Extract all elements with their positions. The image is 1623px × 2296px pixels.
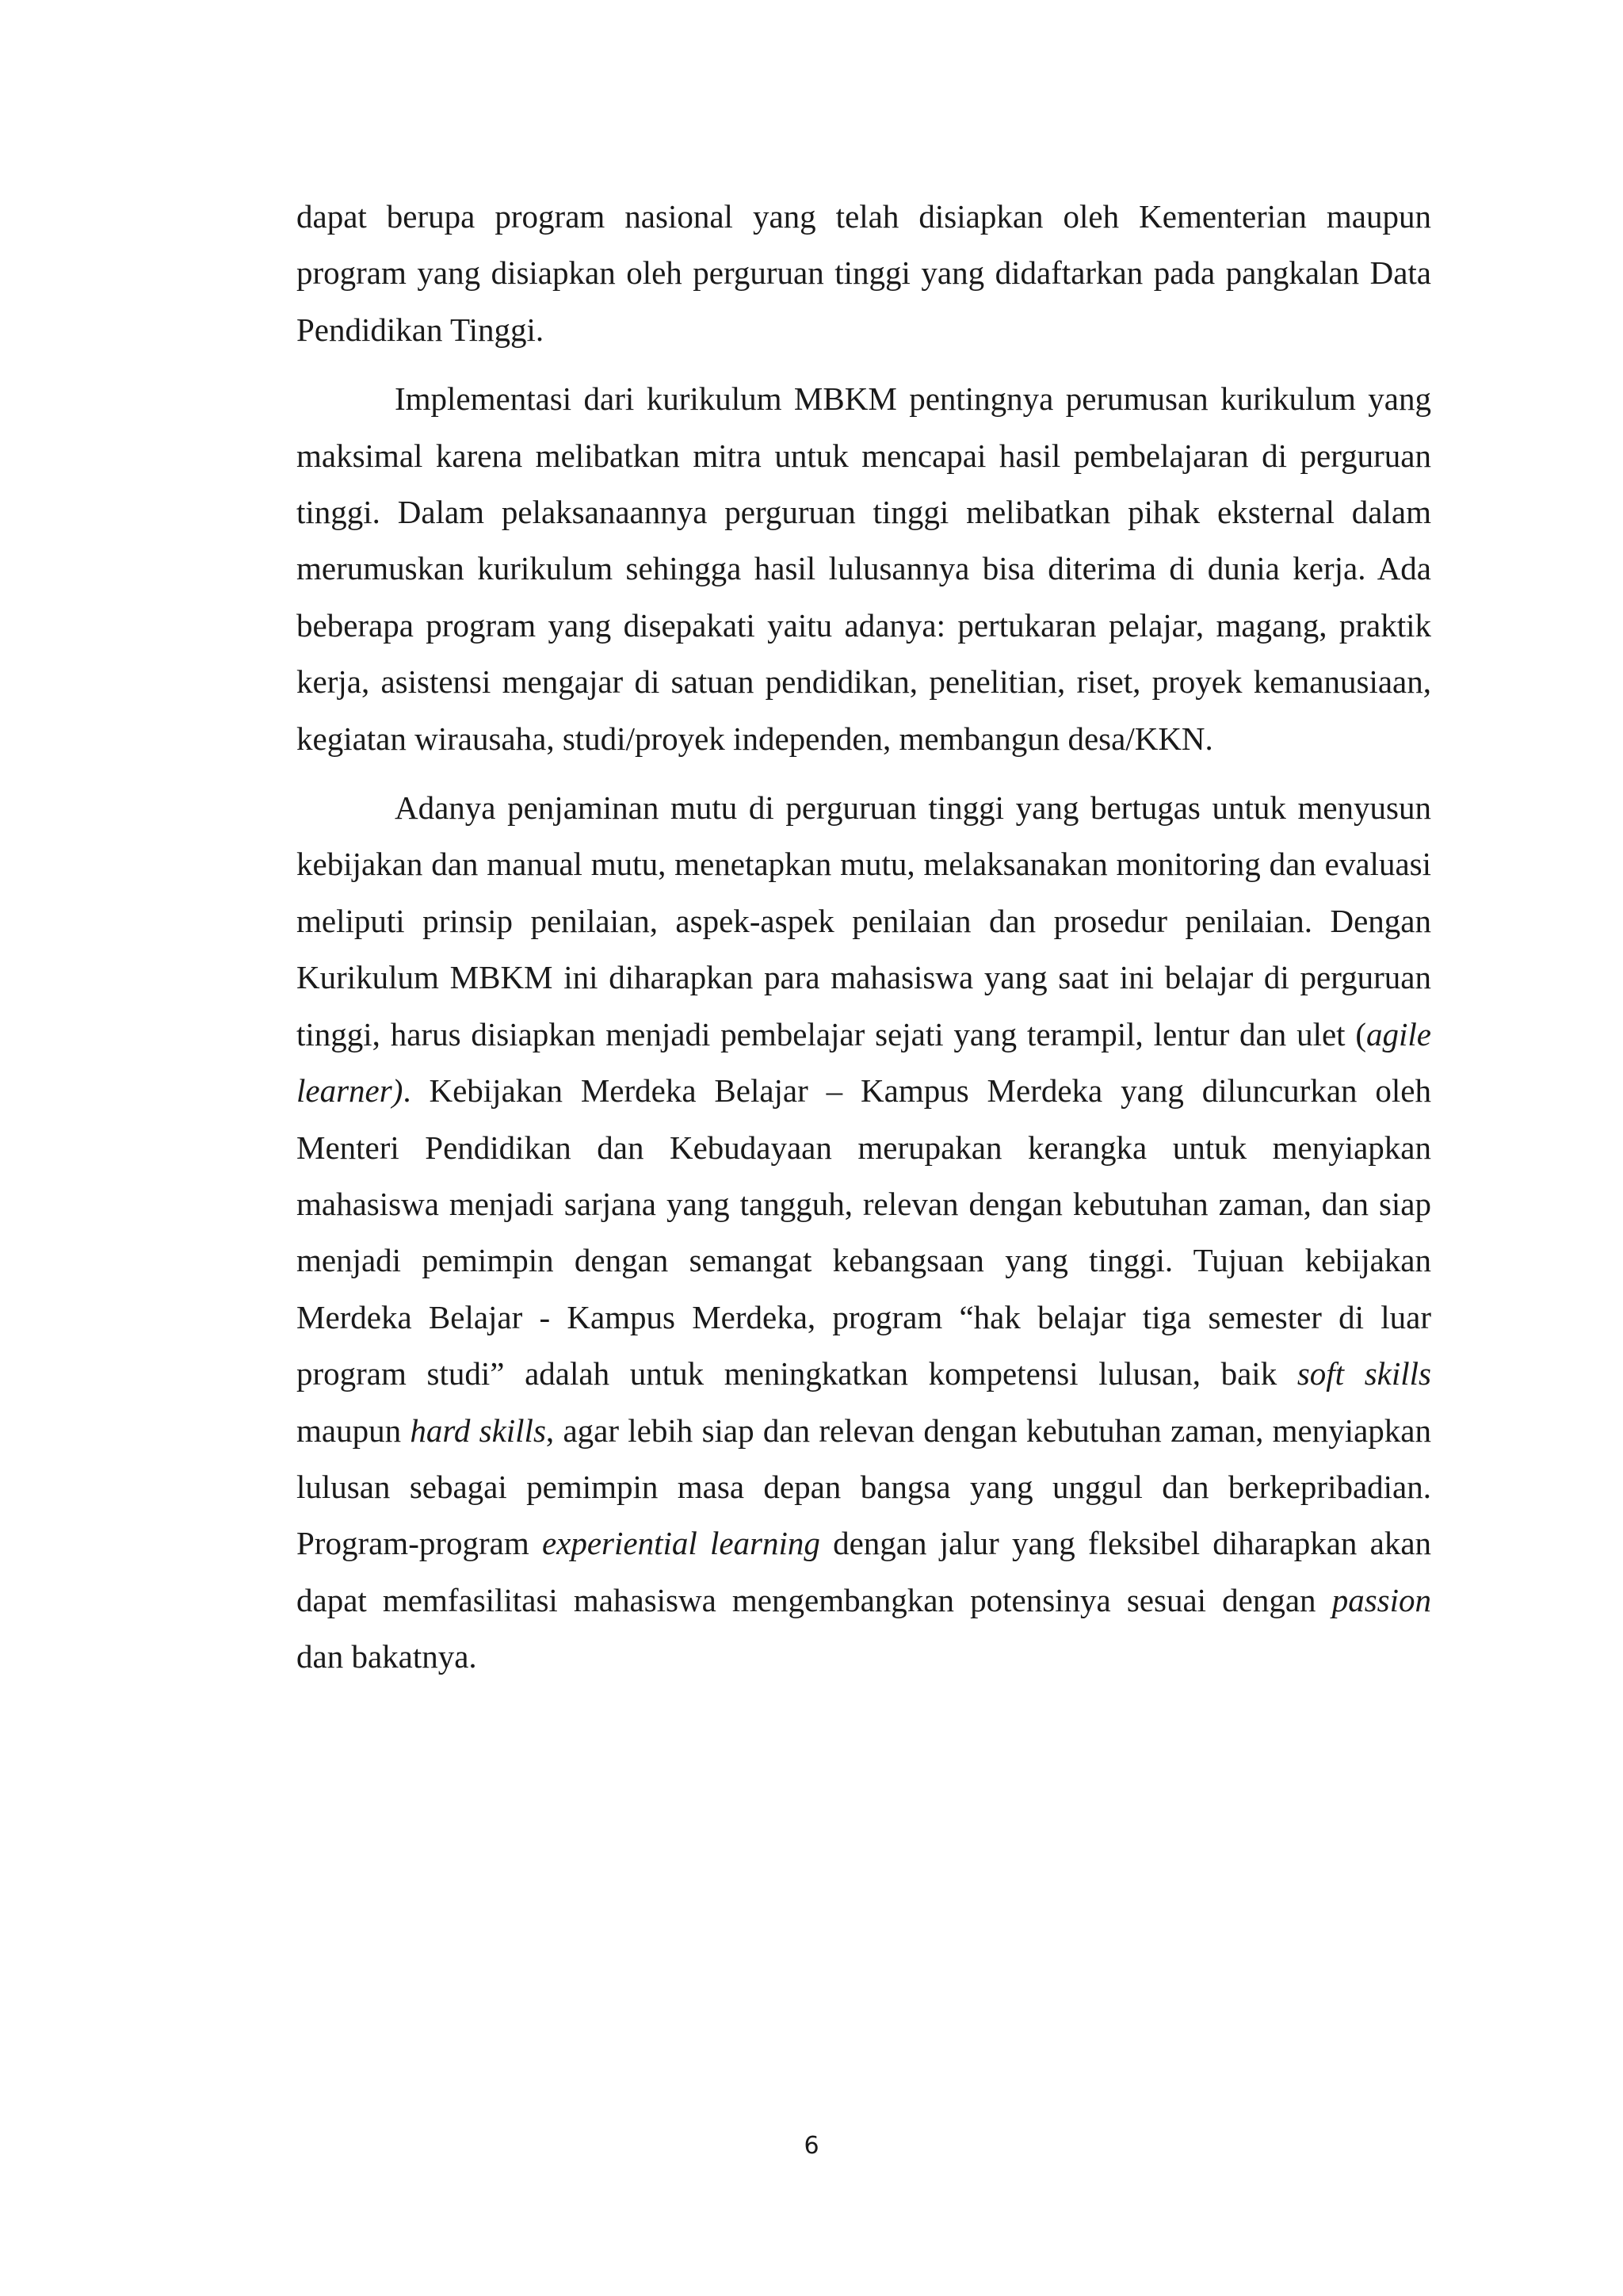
paragraph-continuation	[296, 189, 1431, 358]
paragraph-mbkm-implementation	[296, 371, 1431, 767]
paragraph-text: maupun	[296, 1412, 411, 1449]
paragraph-text: dapat berupa program nasional yang telah disiapkan oleh Kementerian maupun program yang disiapkan oleh perguruan tinggi yang didaftarkan pada pangkalan Data Pendidikan Tinggi.	[296, 198, 1431, 348]
paragraph-quality-assurance	[296, 780, 1431, 1686]
body-text	[296, 189, 1431, 1686]
italic-term: agile learner)	[296, 1015, 1431, 1110]
paragraph-text: dengan jalur yang fleksibel diharapkan akan dapat memfasilitasi mahasiswa mengembangkan potensinya sesuai dengan	[296, 1525, 1432, 1618]
italic-term: passion	[1331, 1581, 1431, 1618]
paragraph-text: dan bakatnya.	[296, 1638, 477, 1675]
paragraph-text: . Kebijakan Merdeka Belajar – Kampus Merdeka yang diluncurkan oleh Menteri Pendidikan dan Kebudayaan merupakan kerangka untuk menyiapkan mahasiswa menjadi sarjana yang tangguh, relevan dengan kebutuhan zaman, dan siap menjadi pemimpin dengan semangat kebangsaan yang tinggi. Tujuan kebijakan Merdeka Belajar - Kampus Merdeka, program “hak belajar tiga semester di luar program studi” adalah untuk meningkatkan kompetensi lulusan, baik	[296, 1072, 1431, 1392]
italic-term: soft skills	[1296, 1355, 1431, 1392]
paragraph-text: Adanya penjaminan mutu di perguruan tinggi yang bertugas untuk menyusun kebijakan dan manual mutu, menetapkan mutu, melaksanakan monitoring dan evaluasi meliputi prinsip penilaian, aspek-aspek penilaian dan prosedur penilaian. Dengan Kurikulum MBKM ini diharapkan para mahasiswa yang saat ini belajar di perguruan tinggi, harus disiapkan menjadi pembelajar sejati yang terampil, lentur dan ulet (	[296, 789, 1431, 1052]
paragraph-text: Implementasi dari kurikulum MBKM pentingnya perumusan kurikulum yang maksimal karena melibatkan mitra untuk mencapai hasil pembelajaran di perguruan tinggi. Dalam pelaksanaannya perguruan tinggi melibatkan pihak eksternal dalam merumuskan kurikulum sehingga hasil lulusannya bisa diterima di dunia kerja. Ada beberapa program yang disepakati yaitu adanya: pertukaran pelajar, magang, praktik kerja, asistensi mengajar di satuan pendidikan, penelitian, riset, proyek kemanusiaan, kegiatan wirausaha, studi/proyek independen, membangun desa/KKN.	[296, 380, 1431, 757]
italic-term: hard skills	[410, 1412, 546, 1449]
page-number: 6	[804, 2132, 819, 2160]
paragraph-text: , agar lebih siap dan relevan dengan kebutuhan zaman, menyiapkan lulusan sebagai pemimpin masa depan bangsa yang unggul dan berkepribadian. Program-program	[296, 1412, 1432, 1562]
italic-term: experiential learning	[541, 1525, 820, 1562]
